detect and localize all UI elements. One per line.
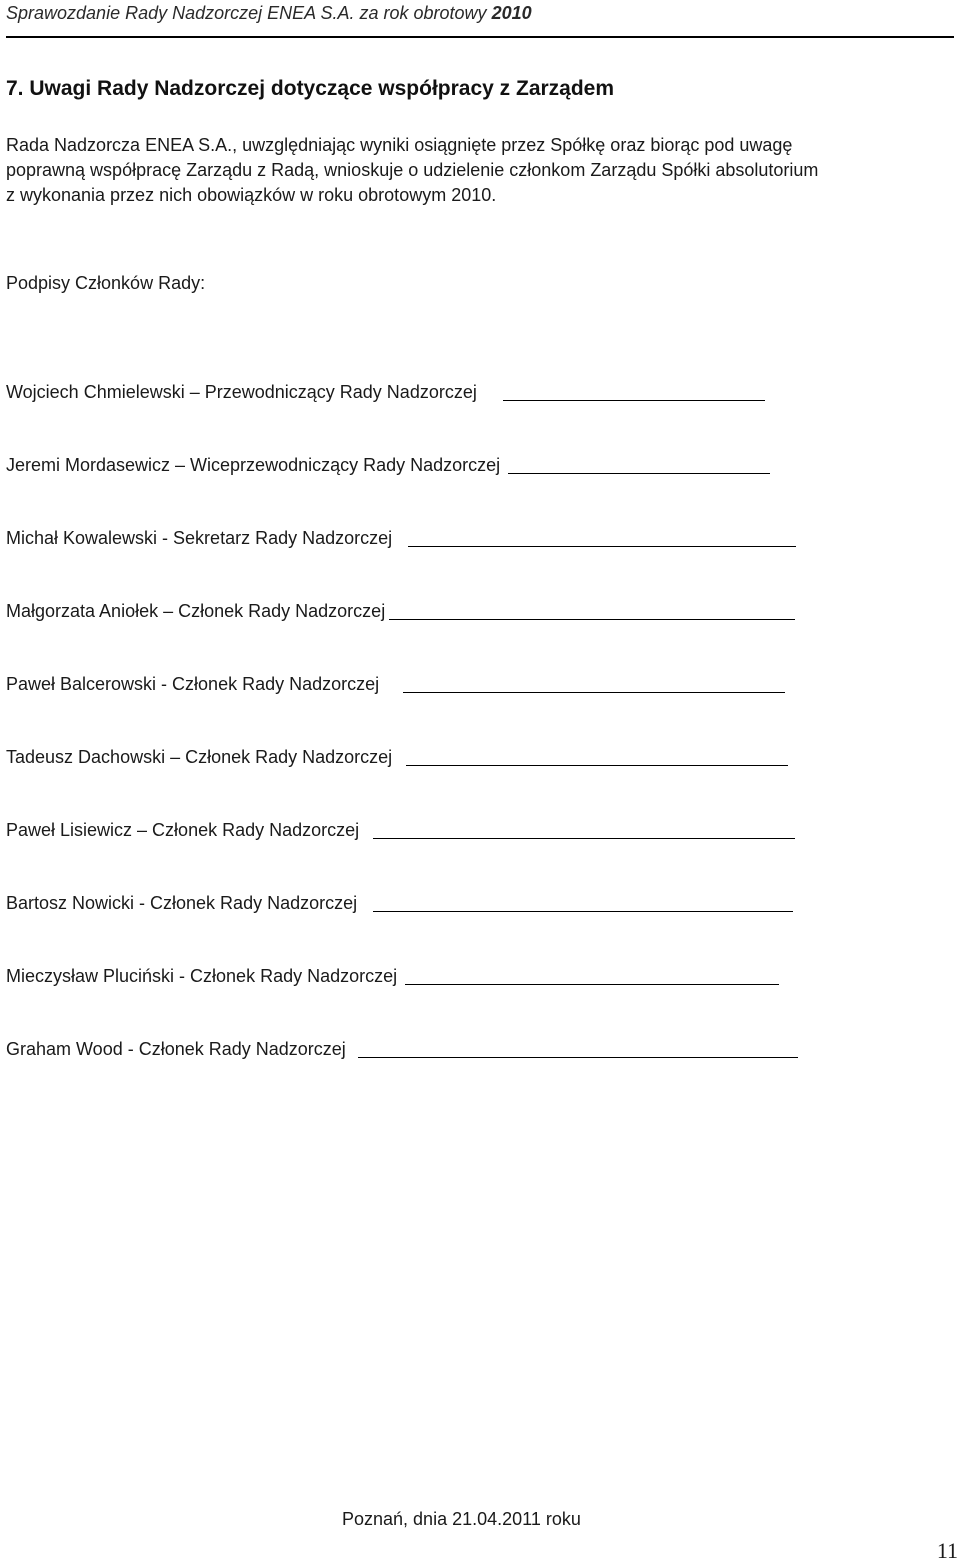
signature-row (6, 600, 795, 624)
signatures-heading: Podpisy Członków Rady: (6, 273, 206, 293)
signatory-name: Graham Wood - Członek Rady Nadzorczej (6, 1039, 346, 1059)
signature-line (373, 911, 793, 912)
signatory-name: Jeremi Mordasewicz – Wiceprzewodniczący Rady Nadzorczej (6, 455, 501, 475)
signature-line (406, 765, 788, 766)
signature-row (6, 381, 765, 405)
signatory-name: Paweł Lisiewicz – Członek Rady Nadzorczej (6, 820, 360, 840)
signature-line (389, 619, 795, 620)
signature-row (6, 454, 770, 478)
signature-line (403, 692, 785, 693)
signature-row (6, 819, 795, 843)
running-header (6, 3, 532, 24)
signatory-name: Paweł Balcerowski - Członek Rady Nadzorczej (6, 674, 380, 694)
header-year: 2010 (491, 3, 532, 23)
signatory-name: Małgorzata Aniołek – Członek Rady Nadzorczej (6, 601, 386, 621)
paragraph-line: z wykonania przez nich obowiązków w roku obrotowym 2010. (6, 185, 497, 205)
section-title: 7. Uwagi Rady Nadzorczej dotyczące współpracy z Zarządem (6, 77, 615, 100)
header-text: Sprawozdanie Rady Nadzorczej ENEA S.A. za rok obrotowy (6, 3, 487, 23)
header-rule (6, 36, 954, 38)
signature-line (373, 838, 795, 839)
signature-line (503, 400, 765, 401)
place-and-date: Poznań, dnia 21.04.2011 roku (342, 1509, 581, 1529)
signature-line (408, 546, 796, 547)
signature-row (6, 527, 796, 551)
signatory-name: Michał Kowalewski - Sekretarz Rady Nadzorczej (6, 528, 393, 548)
resolution-paragraph (6, 133, 960, 208)
signatory-name: Bartosz Nowicki - Członek Rady Nadzorczej (6, 893, 358, 913)
signature-row (6, 965, 779, 989)
signature-row (6, 892, 793, 916)
signature-row (6, 746, 788, 770)
signatory-name: Mieczysław Pluciński - Członek Rady Nadzorczej (6, 966, 398, 986)
signature-line (358, 1057, 798, 1058)
signatory-name: Wojciech Chmielewski – Przewodniczący Rady Nadzorczej (6, 382, 477, 402)
signature-line (405, 984, 779, 985)
page-number: 11 (936, 1538, 958, 1563)
signatory-name: Tadeusz Dachowski – Członek Rady Nadzorczej (6, 747, 393, 767)
signature-line (508, 473, 770, 474)
signature-row (6, 1038, 798, 1062)
signature-row (6, 673, 785, 697)
paragraph-line: Rada Nadzorcza ENEA S.A., uwzględniając wyniki osiągnięte przez Spółkę oraz biorąc pod uwagę (6, 135, 793, 155)
paragraph-line: poprawną współpracę Zarządu z Radą, wnioskuje o udzielenie członkom Zarządu Spółki absolutorium (6, 160, 819, 180)
